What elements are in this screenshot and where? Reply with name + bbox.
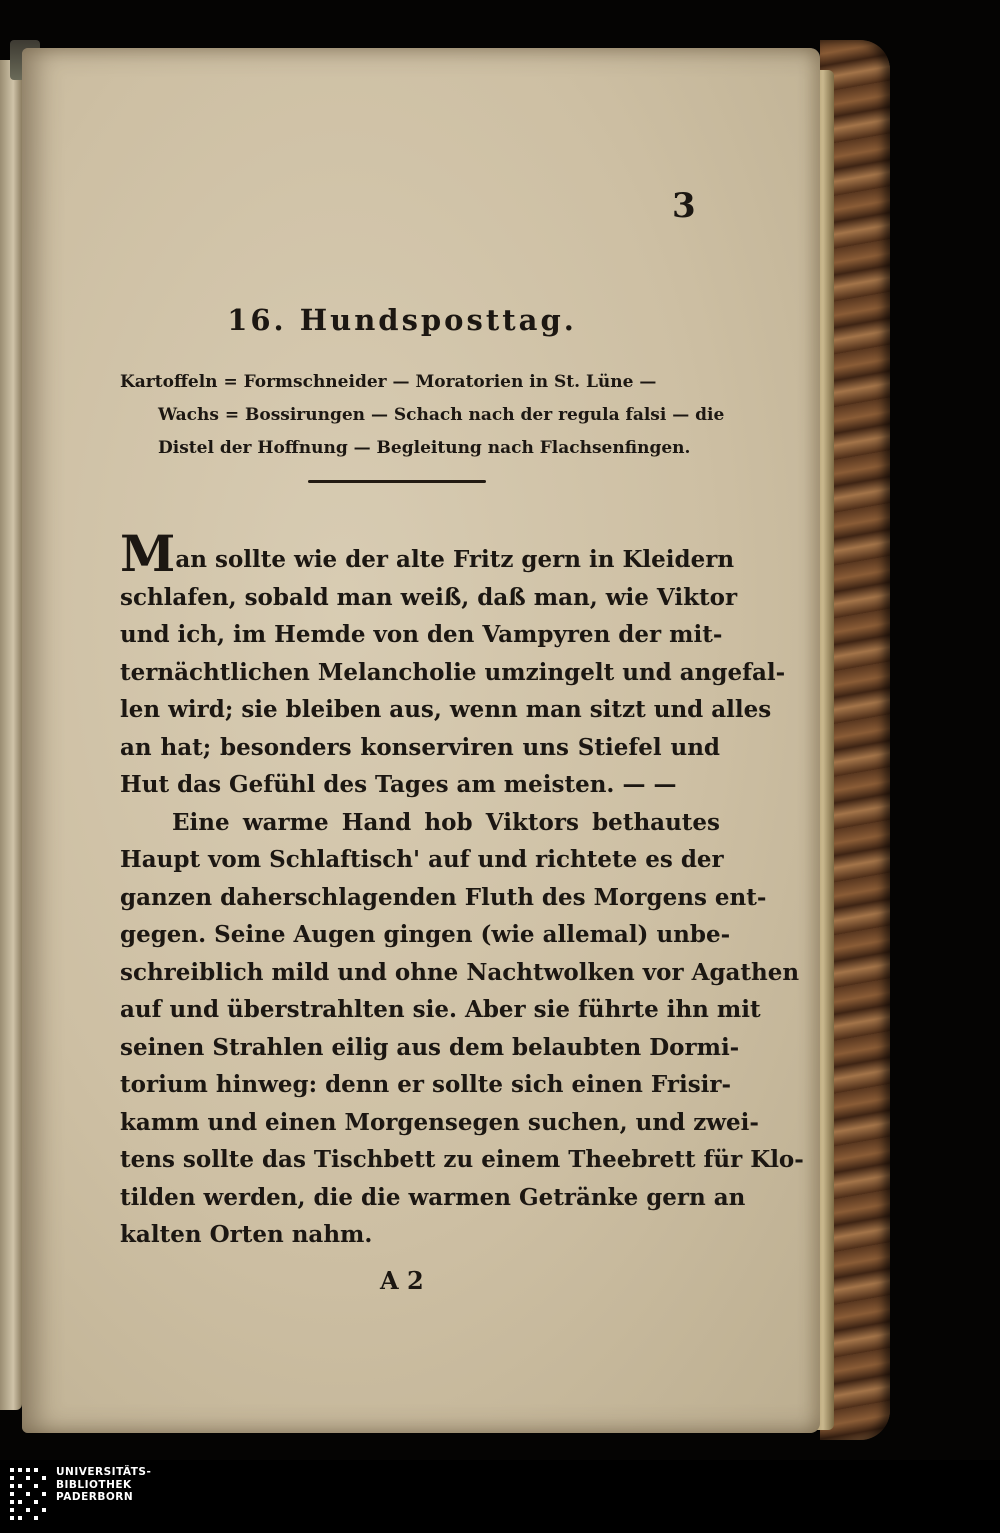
drop-cap: M: [120, 524, 176, 583]
text-line: tens sollte das Tischbett zu einem Theebrett für Klo-: [120, 1146, 804, 1173]
summary-line: Kartoffeln = Formschneider — Moratorien in St. Lüne —: [120, 372, 657, 392]
page-number: 3: [672, 186, 696, 226]
text-line: schreiblich mild und ohne Nachtwolken vor Agathen: [120, 958, 800, 986]
chapter-summary: [120, 366, 725, 465]
text-line: kamm und einen Morgensegen suchen, und zwei-: [120, 1108, 759, 1136]
text-line: seinen Strahlen eilig aus dem belaubten Dormi-: [120, 1033, 740, 1061]
summary-line: Wachs = Bossirungen — Schach nach der regula falsi — die: [158, 405, 725, 425]
text-line: gegen. Seine Augen gingen (wie allemal) unbe-: [120, 921, 731, 948]
text-line: schlafen, sobald man weiß, daß man, wie Viktor: [120, 583, 738, 611]
book-page: [22, 48, 820, 1433]
signature-mark: A 2: [380, 1266, 424, 1295]
library-name: UNIVERSITÄTS- BIBLIOTHEK PADERBORN: [56, 1466, 152, 1503]
section-divider: [308, 480, 486, 483]
chapter-title: 16. Hundsposttag.: [227, 303, 577, 337]
text-line: ganzen daherschlagenden Fluth des Morgens ent-: [120, 883, 767, 911]
text-line: Man sollte wie der alte Fritz gern in Kleidern: [120, 524, 735, 583]
facing-page-edge: [0, 60, 22, 1410]
text-line: ternächtlichen Melancholie umzingelt und angefal-: [120, 658, 786, 686]
text-line: auf und überstrahlten sie. Aber sie führte ihn mit: [120, 996, 761, 1023]
body-text: [120, 524, 804, 1254]
text-line: und ich, im Hemde von den Vampyren der mit-: [120, 621, 723, 648]
text-line: tilden werden, die die warmen Getränke gern an: [120, 1183, 746, 1211]
text-line: Eine warme Hand hob Viktors bethautes: [172, 808, 720, 836]
library-logo-icon: [8, 1466, 48, 1528]
text-line: Haupt vom Schlaftisch' auf und richtete es der: [120, 846, 724, 873]
text-line: kalten Orten nahm.: [120, 1221, 373, 1248]
text-line: torium hinweg: denn er sollte sich einen Frisir-: [120, 1071, 732, 1098]
summary-line: Distel der Hoffnung — Begleitung nach Flachsenfingen.: [158, 438, 691, 458]
library-footer: [0, 1460, 1000, 1533]
text-line: len wird; sie bleiben aus, wenn man sitzt und alles: [120, 696, 772, 723]
text-line: Hut das Gefühl des Tages am meisten. — —: [120, 771, 677, 798]
text-line: an hat; besonders konserviren uns Stiefel und: [120, 733, 720, 761]
